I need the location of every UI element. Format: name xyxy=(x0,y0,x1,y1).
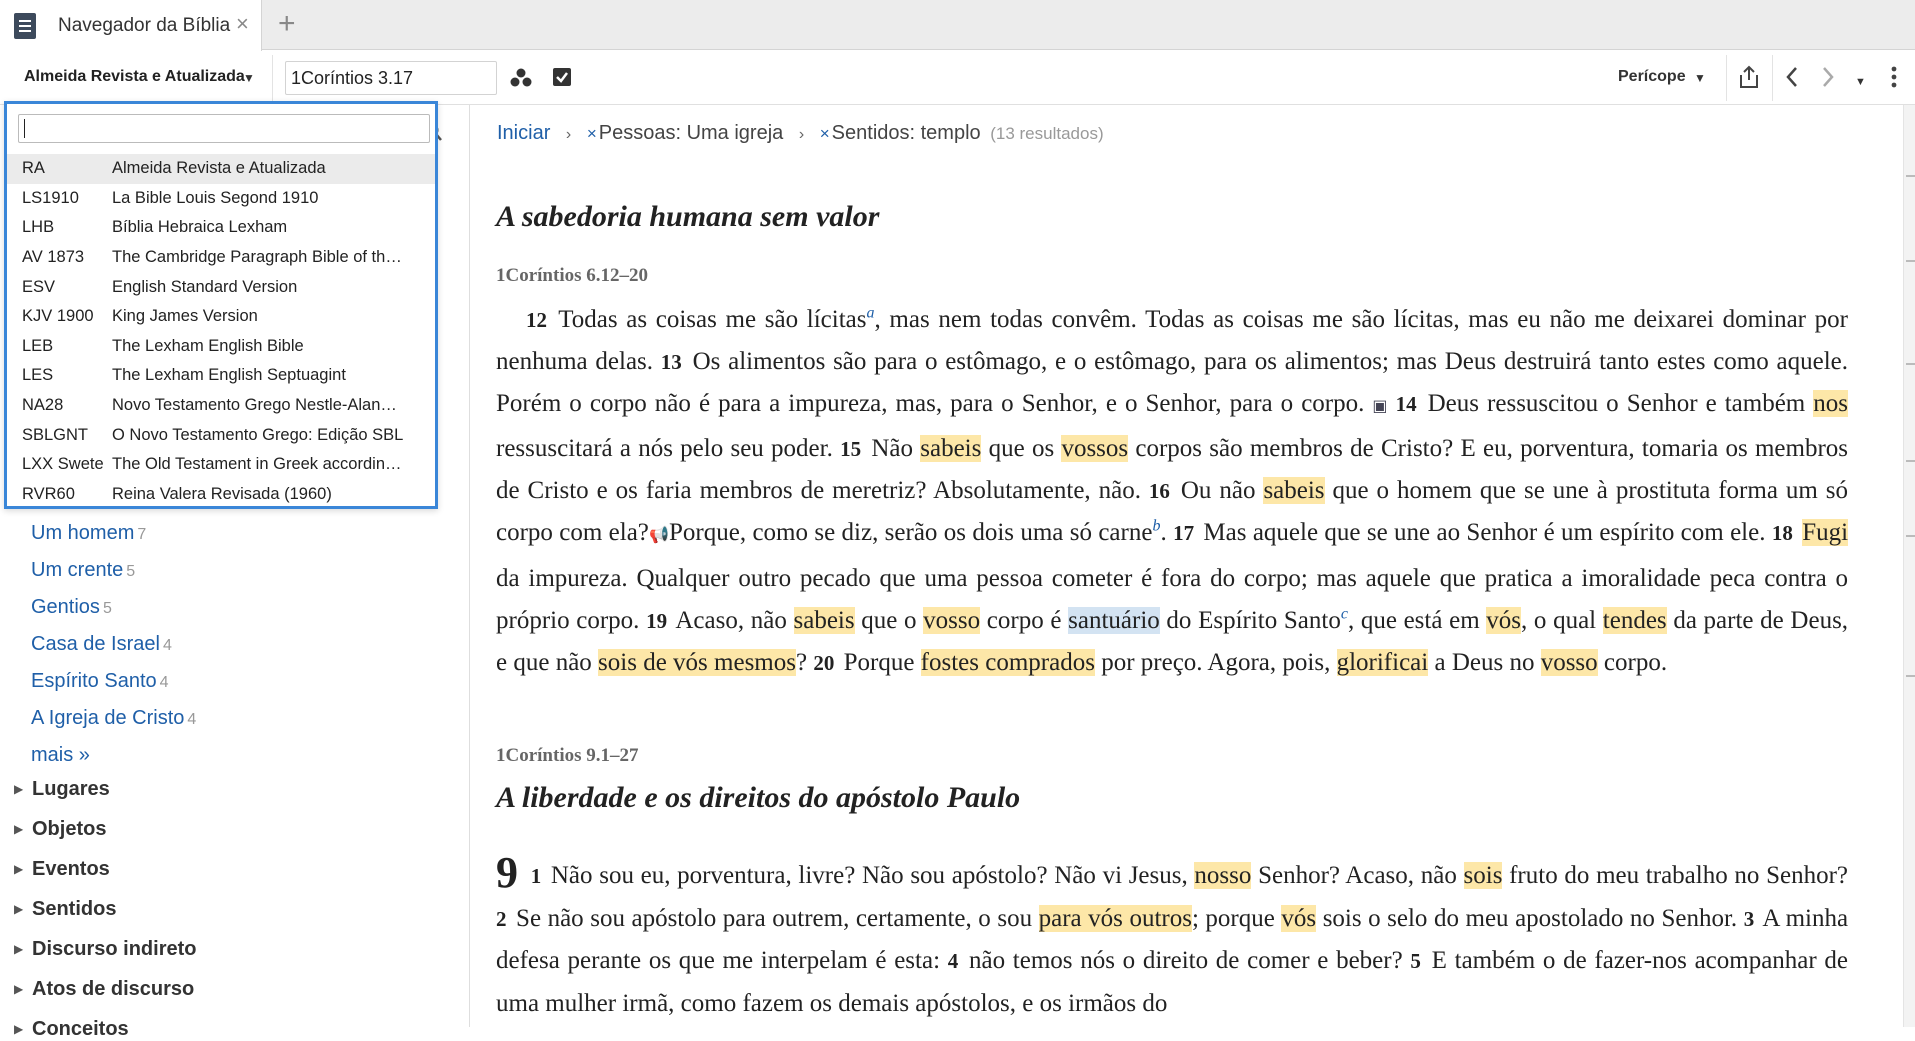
version-list xyxy=(7,154,435,509)
book-icon xyxy=(14,13,36,39)
visual-filter-icon[interactable] xyxy=(510,68,532,92)
highlight[interactable]: vós xyxy=(1281,904,1317,932)
chevron-down-icon[interactable]: ▼ xyxy=(243,71,255,85)
highlight[interactable]: vós xyxy=(1486,606,1522,634)
version-search-input[interactable] xyxy=(18,114,430,143)
version-option[interactable]: KJV 1900 King James Version xyxy=(22,307,258,326)
category-discurso-indireto[interactable]: ▶ Discurso indireto xyxy=(14,938,197,960)
highlight-search-term[interactable]: santuário xyxy=(1068,606,1160,634)
divider xyxy=(1772,55,1773,101)
history-dropdown-icon[interactable]: ▼ xyxy=(1855,76,1866,88)
sidebar-item-igreja-de-cristo[interactable]: A Igreja de Cristo 4 xyxy=(31,707,197,729)
passage-text: 12 Todas as coisas me são lícitas$^a$, mas nem todas convêm. Todas as coisas me são lícitas, mas eu não me deixarei dominar por nenhuma delas. 13 Os alimentos são para o estômago, e o estômago, para os alimentos; mas Deus destruirá tanto estes como aquele. Porém o corpo não é para a impureza, mas, para o Senhor, e o Senhor, para o corpo. ▣ 14 Deus ressuscitou o Senhor e também nos ressuscitará a nós pelo seu poder. 15 Não sabeis que os vossos corpos são membros de Cristo? E eu, porventura, tomaria os membros de Cristo e os faria membros de meretriz? Absolutamente, não. 16 Ou não sabeis que o homem que se une à prostituta forma um só corpo com ela?📢Porque, como se diz, serão os dois uma só carne$^b$. 17 Mas aquele que se une ao Senhor é um espírito com ele. 18 Fugi da impureza. Qualquer outro pecado que uma pessoa cometer é fora do corpo; mas aquele que pratica a imoralidade peca contra o próprio corpo. 19 Acaso, não sabeis que o vosso corpo é santuário do Espírito Santo$^c$, que está em vós, o qual tendes da parte de Deus, e que não sois de vós mesmos? 20 Porque fostes comprados por preço. Agora, pois, glorificai a Deus no vosso corpo. xyxy=(496,304,1849,676)
highlight[interactable]: glorificai xyxy=(1336,648,1429,676)
close-icon[interactable]: × xyxy=(236,11,249,36)
highlight[interactable]: sois de vós mesmos xyxy=(598,648,796,676)
picture-icon[interactable]: ▣ xyxy=(1372,398,1388,416)
version-option[interactable]: LHB Bíblia Hebraica Lexham xyxy=(22,218,288,237)
highlight[interactable]: sabeis xyxy=(793,606,855,634)
version-option[interactable]: LS1910 La Bible Louis Segond 1910 xyxy=(22,188,319,207)
version-option[interactable]: SBLGNT O Novo Testamento Grego: Edição SBL xyxy=(22,425,404,444)
chevron-right-icon[interactable] xyxy=(1821,65,1835,93)
highlight[interactable]: sois xyxy=(1463,862,1503,889)
sidebar-item-espirito-santo[interactable]: Espírito Santo 4 xyxy=(31,670,169,692)
version-selector[interactable]: Almeida Revista e Atualizada xyxy=(24,68,245,85)
more-link[interactable]: mais » xyxy=(31,744,90,766)
highlight[interactable]: vosso xyxy=(923,606,981,634)
category-conceitos[interactable]: ▶ Conceitos xyxy=(14,1018,129,1040)
remove-filter-icon[interactable]: × xyxy=(819,124,830,143)
vertical-scrollbar[interactable] xyxy=(1903,105,1915,1027)
version-option[interactable]: ESV English Standard Version xyxy=(22,277,298,296)
version-option[interactable]: AV 1873 The Cambridge Paragraph Bible of th… xyxy=(22,248,402,267)
text-cursor xyxy=(24,119,25,138)
category-sentidos[interactable]: ▶ Sentidos xyxy=(14,898,117,920)
tab-bible-browser[interactable] xyxy=(0,0,262,51)
remove-filter-icon[interactable]: × xyxy=(586,124,597,143)
tab-title: Navegador da Bíblia xyxy=(58,15,231,36)
version-option[interactable]: LXX Swete The Old Testament in Greek accordin… xyxy=(22,455,402,474)
divider xyxy=(1726,55,1727,101)
section-heading: A liberdade e os direitos do apóstolo Paulo xyxy=(496,781,1021,814)
version-option[interactable]: NA28 Novo Testamento Grego Nestle-Alan… xyxy=(22,396,397,415)
highlight[interactable]: fostes comprados xyxy=(920,648,1095,676)
footnote-marker[interactable]: b xyxy=(1152,518,1161,536)
sidebar-item-um-crente[interactable]: Um crente 5 xyxy=(31,559,136,581)
version-option[interactable]: RVR60 Reina Valera Revisada (1960) xyxy=(22,484,332,503)
breadcrumb: Iniciar › × Pessoas: Uma igreja › × Sentidos: templo (13 resultados) xyxy=(497,122,1104,144)
sidebar-item-gentios[interactable]: Gentios 5 xyxy=(31,596,112,618)
highlight[interactable]: para vós outros xyxy=(1038,904,1192,932)
highlight[interactable]: sabeis xyxy=(1263,477,1325,505)
bible-text-pane xyxy=(471,105,1891,1027)
result-count: (13 resultados) xyxy=(990,124,1104,143)
reference-input[interactable] xyxy=(285,61,497,95)
tab-bar xyxy=(0,0,1915,50)
speech-icon[interactable]: 📢 xyxy=(648,527,670,545)
share-icon[interactable] xyxy=(1737,64,1761,94)
scroll-marker xyxy=(1906,363,1915,365)
highlight[interactable]: nos xyxy=(1813,390,1849,418)
version-option[interactable]: LES The Lexham English Septuagint xyxy=(22,366,346,385)
chevron-left-icon[interactable] xyxy=(1785,65,1799,93)
checkbox-icon[interactable] xyxy=(552,66,572,92)
scroll-marker xyxy=(1906,535,1915,537)
version-option[interactable]: LEB The Lexham English Bible xyxy=(22,336,304,355)
chapter-number: 9 xyxy=(496,848,518,897)
section-heading: A sabedoria humana sem valor xyxy=(496,200,880,233)
section-reference[interactable]: 1Coríntios 9.1–27 xyxy=(496,745,639,766)
scroll-marker xyxy=(1906,175,1915,177)
more-vertical-icon[interactable] xyxy=(1891,65,1897,93)
highlight[interactable]: vosso xyxy=(1540,648,1598,676)
scroll-marker xyxy=(1906,675,1915,677)
breadcrumb-home[interactable]: Iniciar xyxy=(497,122,551,144)
highlight[interactable]: Fugi xyxy=(1802,519,1849,547)
version-option[interactable]: RA Almeida Revista e Atualizada xyxy=(7,154,435,184)
footnote-marker[interactable]: c xyxy=(1340,605,1348,623)
highlight[interactable]: tendes xyxy=(1602,606,1667,634)
scroll-marker xyxy=(1906,260,1915,262)
add-tab-icon[interactable]: + xyxy=(278,7,296,40)
pericope-selector[interactable]: Perícope xyxy=(1618,68,1686,85)
highlight[interactable]: sabeis xyxy=(920,435,982,463)
chevron-down-icon[interactable]: ▼ xyxy=(1694,71,1706,85)
passage-text: 9 1 Não sou eu, porventura, livre? Não sou apóstolo? Não vi Jesus, nosso Senhor? Acaso, não sois fruto do meu trabalho no Senhor? 2 Se não sou apóstolo para outrem, certamente, o sou para vós outros; porque vós sois o selo do meu apostolado no Senhor. 3 A minha defesa perante os que me interpelam é esta: 4 não temos nós o direito de comer e beber? 5 E também o de fazer-nos acompanhar de uma mulher irmã, como fazem os demais apóstolos, e os irmãos do xyxy=(496,848,1849,1017)
divider xyxy=(272,55,273,101)
highlight[interactable]: nosso xyxy=(1194,862,1252,889)
category-atos-de-discurso[interactable]: ▶ Atos de discurso xyxy=(14,978,195,1000)
highlight[interactable]: vossos xyxy=(1061,435,1129,463)
toolbar xyxy=(0,51,1915,105)
footnote-marker[interactable]: a xyxy=(866,304,875,322)
category-objetos[interactable]: ▶ Objetos xyxy=(14,818,107,840)
sidebar-item-um-homem[interactable]: Um homem 7 xyxy=(31,522,147,544)
breadcrumb-filter-sentidos[interactable]: Sentidos: templo xyxy=(831,122,981,144)
section-reference[interactable]: 1Coríntios 6.12–20 xyxy=(496,265,648,286)
scroll-marker xyxy=(1906,460,1915,462)
category-lugares[interactable]: ▶ Lugares xyxy=(14,778,110,800)
sidebar-item-casa-de-israel[interactable]: Casa de Israel 4 xyxy=(31,633,172,655)
category-eventos[interactable]: ▶ Eventos xyxy=(14,858,110,880)
version-dropdown xyxy=(4,101,438,509)
breadcrumb-filter-pessoas[interactable]: Pessoas: Uma igreja xyxy=(598,122,784,144)
